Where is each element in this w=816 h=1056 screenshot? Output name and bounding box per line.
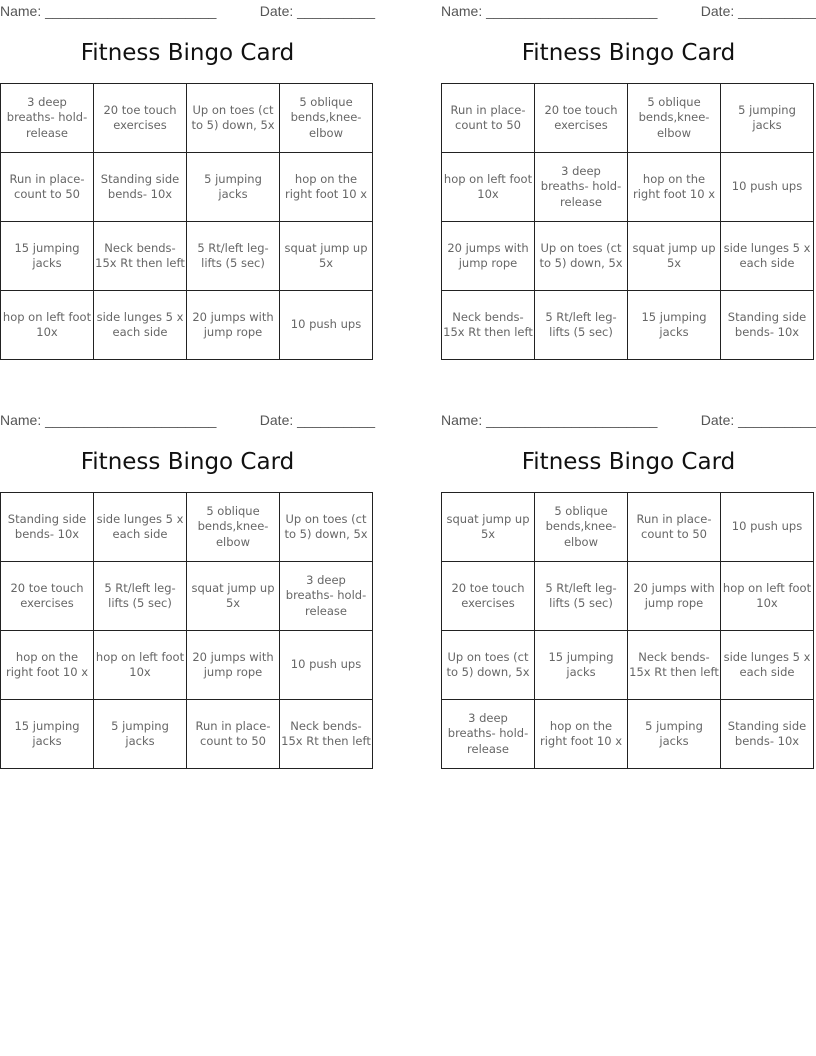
- bingo-cell[interactable]: 3 deep breaths- hold- release: [442, 700, 535, 769]
- bingo-cell[interactable]: 20 jumps with jump rope: [187, 291, 280, 360]
- bingo-cell[interactable]: Standing side bends- 10x: [1, 493, 94, 562]
- bingo-cell[interactable]: hop on the right foot 10 x: [1, 631, 94, 700]
- bingo-cell[interactable]: 20 toe touch exercises: [1, 562, 94, 631]
- bingo-cell[interactable]: side lunges 5 x each side: [94, 493, 187, 562]
- bingo-card-4: [441, 409, 816, 781]
- bingo-cell[interactable]: hop on left foot 10x: [721, 562, 814, 631]
- grid-row: [1, 700, 373, 769]
- bingo-cell[interactable]: 10 push ups: [280, 291, 373, 360]
- grid-row: [1, 84, 373, 153]
- bingo-cell[interactable]: Run in place- count to 50: [442, 84, 535, 153]
- grid-row: [442, 493, 814, 562]
- bingo-cell[interactable]: hop on the right foot 10 x: [280, 153, 373, 222]
- bingo-cell[interactable]: Up on toes (ct to 5) down, 5x: [442, 631, 535, 700]
- bingo-cell[interactable]: Standing side bends- 10x: [721, 291, 814, 360]
- bingo-cell[interactable]: 20 jumps with jump rope: [442, 222, 535, 291]
- bingo-cell[interactable]: 3 deep breaths- hold- release: [1, 84, 94, 153]
- card-title: Fitness Bingo Card: [521, 40, 736, 66]
- bingo-grid: [441, 83, 814, 360]
- bingo-cell[interactable]: hop on left foot 10x: [1, 291, 94, 360]
- name-field[interactable]: Name: ______________________: [0, 412, 217, 428]
- name-field[interactable]: Name: ______________________: [441, 412, 658, 428]
- card-title: Fitness Bingo Card: [521, 449, 736, 475]
- bingo-cell[interactable]: 15 jumping jacks: [1, 222, 94, 291]
- grid-row: [1, 291, 373, 360]
- bingo-cell[interactable]: Standing side bends- 10x: [94, 153, 187, 222]
- grid-row: [442, 700, 814, 769]
- grid-row: [442, 562, 814, 631]
- bingo-grid: [441, 492, 814, 769]
- bingo-cell[interactable]: Neck bends-15x Rt then left: [94, 222, 187, 291]
- bingo-cell[interactable]: 10 push ups: [721, 153, 814, 222]
- grid-row: [1, 222, 373, 291]
- bingo-cell[interactable]: Run in place- count to 50: [1, 153, 94, 222]
- bingo-cell[interactable]: 5 Rt/left leg- lifts (5 sec): [535, 562, 628, 631]
- bingo-cell[interactable]: Neck bends-15x Rt then left: [442, 291, 535, 360]
- bingo-cell[interactable]: Up on toes (ct to 5) down, 5x: [187, 84, 280, 153]
- bingo-cell[interactable]: 5 oblique bends,knee- elbow: [535, 493, 628, 562]
- bingo-cell[interactable]: 3 deep breaths- hold- release: [535, 153, 628, 222]
- bingo-cell[interactable]: hop on the right foot 10 x: [535, 700, 628, 769]
- bingo-cell[interactable]: 5 jumping jacks: [628, 700, 721, 769]
- bingo-cell[interactable]: squat jump up 5x: [187, 562, 280, 631]
- bingo-cell[interactable]: 20 toe touch exercises: [94, 84, 187, 153]
- bingo-cell[interactable]: 5 jumping jacks: [721, 84, 814, 153]
- bingo-card-1: [0, 0, 375, 372]
- bingo-cell[interactable]: side lunges 5 x each side: [721, 222, 814, 291]
- grid-row: [442, 631, 814, 700]
- grid-row: [1, 153, 373, 222]
- bingo-card-3: [0, 409, 375, 781]
- bingo-cell[interactable]: 5 Rt/left leg- lifts (5 sec): [94, 562, 187, 631]
- bingo-cell[interactable]: side lunges 5 x each side: [94, 291, 187, 360]
- bingo-grid: [0, 83, 373, 360]
- bingo-cell[interactable]: Run in place- count to 50: [187, 700, 280, 769]
- bingo-cell[interactable]: 15 jumping jacks: [535, 631, 628, 700]
- bingo-cell[interactable]: hop on left foot 10x: [442, 153, 535, 222]
- bingo-cell[interactable]: Neck bends-15x Rt then left: [628, 631, 721, 700]
- bingo-cell[interactable]: Standing side bends- 10x: [721, 700, 814, 769]
- bingo-cell[interactable]: 10 push ups: [280, 631, 373, 700]
- grid-row: [442, 84, 814, 153]
- bingo-grid: [0, 492, 373, 769]
- card-title: Fitness Bingo Card: [80, 40, 295, 66]
- bingo-cell[interactable]: 5 Rt/left leg- lifts (5 sec): [535, 291, 628, 360]
- bingo-cell[interactable]: side lunges 5 x each side: [721, 631, 814, 700]
- date-field[interactable]: Date: __________: [259, 3, 375, 19]
- bingo-cell[interactable]: Up on toes (ct to 5) down, 5x: [535, 222, 628, 291]
- name-field[interactable]: Name: ______________________: [441, 3, 658, 19]
- bingo-cell[interactable]: hop on left foot 10x: [94, 631, 187, 700]
- bingo-cell[interactable]: Neck bends-15x Rt then left: [280, 700, 373, 769]
- bingo-cell[interactable]: squat jump up 5x: [280, 222, 373, 291]
- bingo-card-2: [441, 0, 816, 372]
- grid-row: [442, 153, 814, 222]
- bingo-cell[interactable]: 15 jumping jacks: [628, 291, 721, 360]
- bingo-cell[interactable]: 20 toe touch exercises: [535, 84, 628, 153]
- date-field[interactable]: Date: __________: [700, 412, 816, 428]
- grid-row: [1, 493, 373, 562]
- grid-row: [442, 291, 814, 360]
- bingo-cell[interactable]: squat jump up 5x: [442, 493, 535, 562]
- bingo-cell[interactable]: 5 oblique bends,knee- elbow: [187, 493, 280, 562]
- bingo-cell[interactable]: 15 jumping jacks: [1, 700, 94, 769]
- bingo-cell[interactable]: 5 Rt/left leg- lifts (5 sec): [187, 222, 280, 291]
- grid-row: [1, 631, 373, 700]
- bingo-cell[interactable]: 5 oblique bends,knee- elbow: [628, 84, 721, 153]
- bingo-cell[interactable]: Up on toes (ct to 5) down, 5x: [280, 493, 373, 562]
- bingo-cell[interactable]: 20 toe touch exercises: [442, 562, 535, 631]
- bingo-cell[interactable]: 20 jumps with jump rope: [628, 562, 721, 631]
- date-field[interactable]: Date: __________: [700, 3, 816, 19]
- bingo-cell[interactable]: hop on the right foot 10 x: [628, 153, 721, 222]
- bingo-cell[interactable]: 5 oblique bends,knee- elbow: [280, 84, 373, 153]
- date-field[interactable]: Date: __________: [259, 412, 375, 428]
- bingo-cell[interactable]: 5 jumping jacks: [94, 700, 187, 769]
- bingo-cell[interactable]: squat jump up 5x: [628, 222, 721, 291]
- bingo-cell[interactable]: 10 push ups: [721, 493, 814, 562]
- grid-row: [1, 562, 373, 631]
- card-title: Fitness Bingo Card: [80, 449, 295, 475]
- grid-row: [442, 222, 814, 291]
- bingo-cell[interactable]: 5 jumping jacks: [187, 153, 280, 222]
- bingo-cell[interactable]: 20 jumps with jump rope: [187, 631, 280, 700]
- bingo-cell[interactable]: 3 deep breaths- hold- release: [280, 562, 373, 631]
- name-field[interactable]: Name: ______________________: [0, 3, 217, 19]
- bingo-cell[interactable]: Run in place- count to 50: [628, 493, 721, 562]
